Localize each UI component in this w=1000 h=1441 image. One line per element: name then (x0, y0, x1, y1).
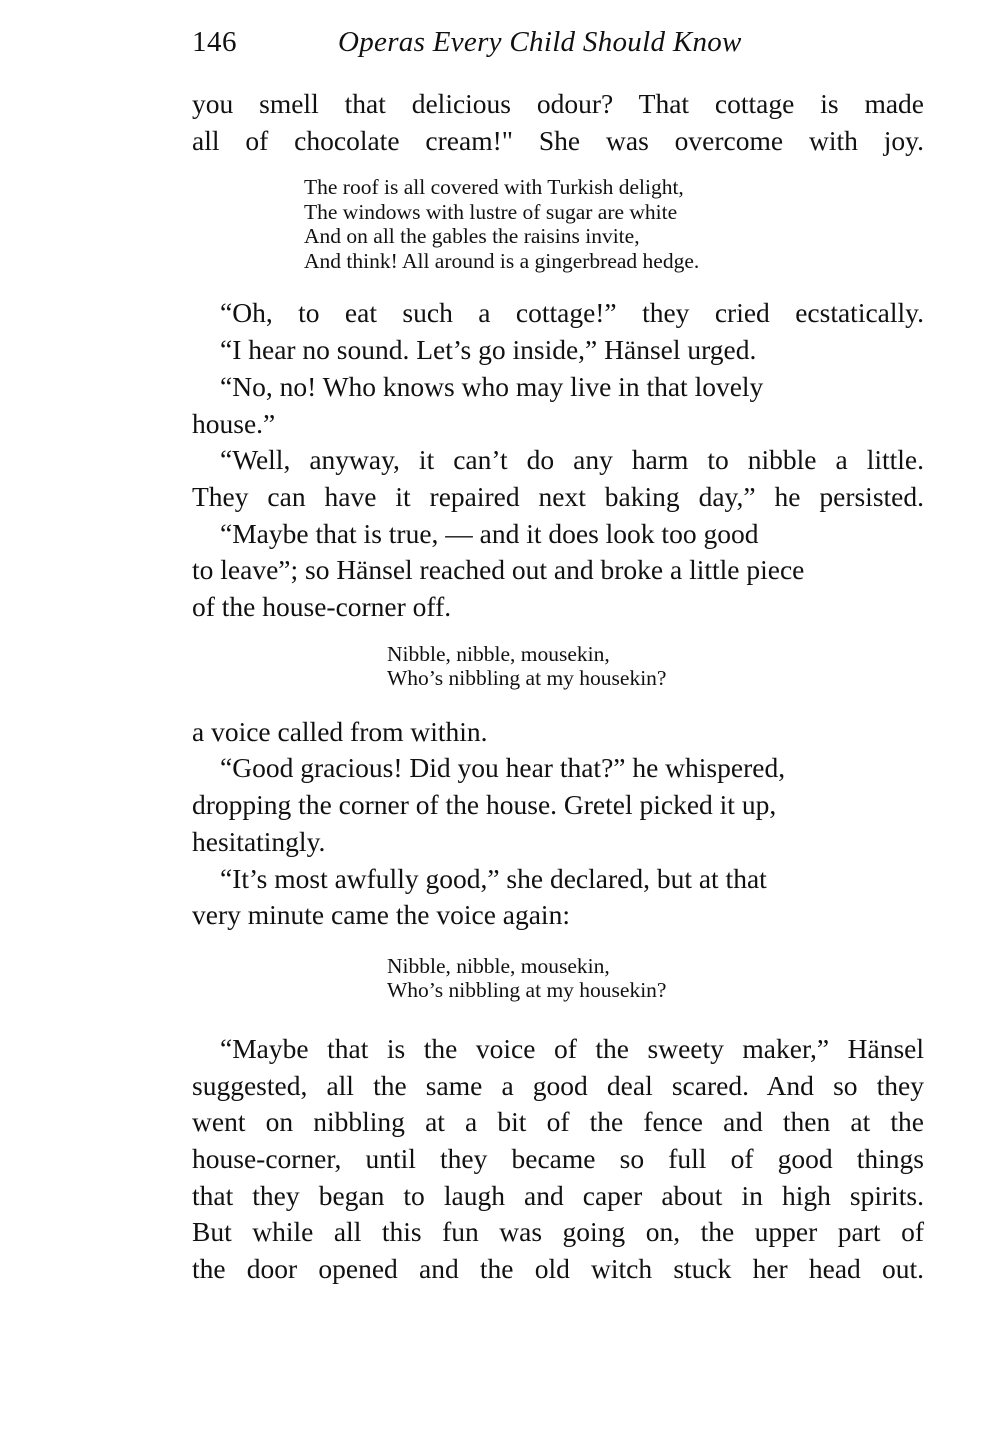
verse-block (304, 175, 924, 273)
paragraph (192, 442, 924, 515)
text-line: “It’s most awfully good,” she declared, but at that (220, 862, 767, 894)
text-line: But while all this fun was going on, the upper part of (192, 1216, 924, 1248)
paragraph (192, 332, 924, 369)
text-line: “Well, anyway, it can’t do any harm to nibble a little. (220, 444, 924, 476)
text-line: house.” (192, 407, 276, 439)
verse-line: And on all the gables the raisins invite, (304, 224, 640, 249)
verse-line: The windows with lustre of sugar are white (304, 199, 678, 224)
page-header (192, 26, 924, 66)
text-line: to leave”; so Hänsel reached out and broke a little piece (192, 554, 805, 586)
paragraph (192, 295, 924, 332)
verse-line: And think! All around is a gingerbread hedge. (304, 248, 700, 273)
paragraph (192, 1031, 924, 1288)
text-line: of the house-corner off. (192, 591, 452, 623)
text-line: hesitatingly. (192, 825, 326, 857)
text-line: very minute came the voice again: (192, 899, 570, 931)
paragraph (192, 714, 924, 751)
text-line: that they began to laugh and caper about in high spirits. (192, 1179, 924, 1211)
paragraph (192, 369, 924, 442)
paragraph (192, 750, 924, 860)
text-line: “Oh, to eat such a cottage!” they cried ecstatically. (220, 297, 924, 329)
text-line: suggested, all the same a good deal scared. And so they (192, 1069, 924, 1101)
text-line: the door opened and the old witch stuck her head out. (192, 1253, 924, 1285)
verse-block (387, 642, 924, 691)
verse-block (387, 954, 924, 1003)
text-line: “Maybe that is true, — and it does look too good (220, 517, 759, 549)
text-line: “Good gracious! Did you hear that?” he whispered, (220, 752, 786, 784)
paragraph (192, 516, 924, 626)
verse-line: Who’s nibbling at my housekin? (387, 978, 667, 1003)
text-line: you smell that delicious odour? That cottage is made (192, 88, 924, 119)
paragraph (192, 861, 924, 934)
verse-line: The roof is all covered with Turkish delight, (304, 175, 684, 200)
text-line: “No, no! Who knows who may live in that lovely (220, 370, 764, 402)
text-line: all of chocolate cream!" She was overcome with joy. (192, 124, 924, 156)
text-line: a voice called from within. (192, 715, 488, 747)
verse-line: Nibble, nibble, mousekin, (387, 953, 610, 978)
body-text (192, 86, 924, 1288)
running-title: Operas Every Child Should Know (338, 26, 742, 58)
paragraph (192, 86, 924, 159)
text-line: They can have it repaired next baking day,” he persisted. (192, 480, 924, 512)
text-line: “I hear no sound. Let’s go inside,” Hänsel urged. (220, 334, 757, 366)
text-line: went on nibbling at a bit of the fence and then at the (192, 1106, 924, 1138)
text-line: “Maybe that is the voice of the sweety maker,” Hänsel (220, 1032, 924, 1064)
page-number: 146 (192, 26, 237, 58)
verse-line: Who’s nibbling at my housekin? (387, 666, 667, 691)
text-line: house-corner, until they became so full of good things (192, 1143, 924, 1175)
verse-line: Nibble, nibble, mousekin, (387, 641, 610, 666)
text-line: dropping the corner of the house. Gretel picked it up, (192, 789, 777, 821)
